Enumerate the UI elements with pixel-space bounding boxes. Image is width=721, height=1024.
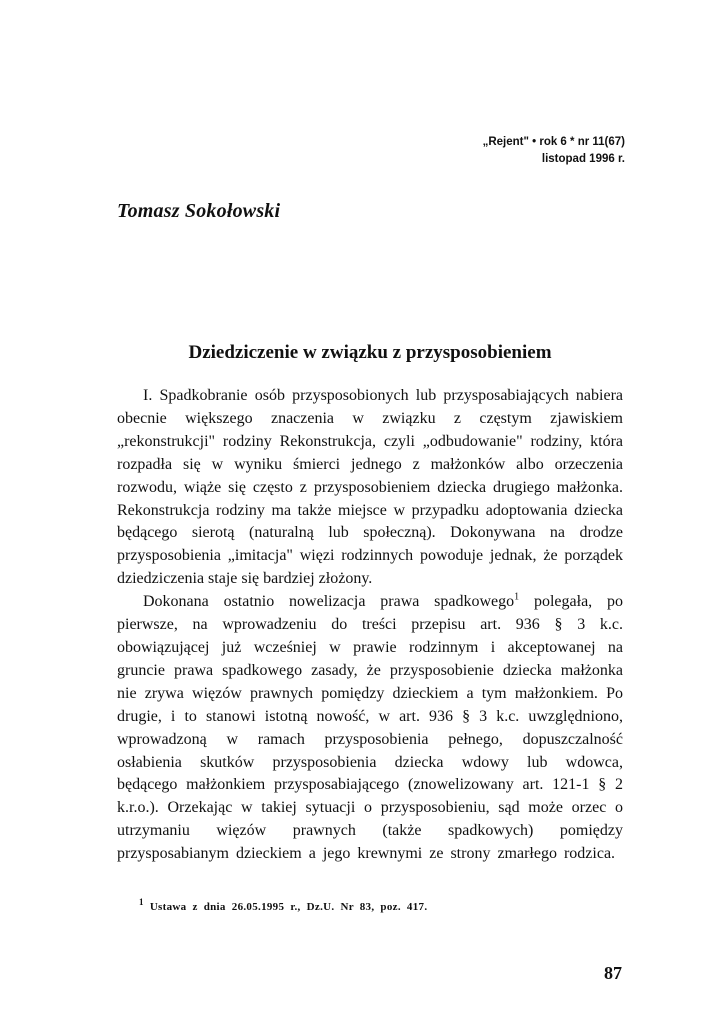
paragraph-2 bbox=[117, 591, 623, 866]
page-number: 87 bbox=[604, 963, 622, 983]
footnote-reference: 1 bbox=[514, 591, 520, 603]
journal-date-line: listopad 1996 r. bbox=[541, 153, 625, 165]
paragraph-2-rest: polegała, po pierwsze, na wprowadzeniu do treści przepisu art. 936 § 3 k.c. obowiązującej już wcześniej w prawie rodzinnym i akceptowanej na gruncie prawa spadkowego zasady, że przysposobienie dziecka małżonka nie zrywa więzów prawnych pomiędzy dzieckiem a tym małżonkiem. Po drugie, i to stanowi istotną nowość, w art. 936 § 3 k.c. uwzględniono, wprowadzoną w ramach przysposobienia pełnego, dopuszczalność osłabienia skutków przysposobienia dziecka wdowy lub wdowca, będącego małżonkiem przysposabiającego (znowelizowany art. 121-1 § 2 k.r.o.). Orzekając w takiej sytuacji o przysposobieniu, sąd może orzec o utrzymaniu więzów prawnych (także spadkowych) pomiędzy przysposabianym dzieckiem a jego krewnymi ze strony zmarłego rodzica. bbox=[117, 593, 624, 863]
paragraph-1: I. Spadkobranie osób przysposobionych lub przysposabiających nabiera obecnie większego znaczenia w związku z częstym zjawiskiem „rekonstrukcji" rodziny Rekonstrukcja, czyli „odbudowanie" rodziny, która rozpadła się w wyniku śmierci jednego z małżonków albo orzeczenia rozwodu, wiąże się często z przysposobieniem dziecka drugiego małżonka. Rekonstrukcja rodziny ma także miejsce w przypadku adoptowania dziecka będącego sierotą (naturalną lub społeczną). Dokonywana na drodze przysposobienia „imitacja" więzi rodzinnych powoduje jednak, że porządek dziedziczenia staje się bardziej złożony. bbox=[117, 387, 623, 588]
footnote bbox=[139, 897, 428, 913]
article-title: Dziedziczenie w związku z przysposobieniem bbox=[188, 342, 552, 363]
author-name: Tomasz Sokołowski bbox=[117, 200, 281, 222]
footnote-number: 1 bbox=[139, 897, 144, 908]
footnote-text: Ustawa z dnia 26.05.1995 r., Dz.U. Nr 83, poz. 417. bbox=[149, 901, 428, 913]
article-body bbox=[117, 385, 623, 866]
journal-header bbox=[483, 134, 625, 168]
paragraph-2-start: Dokonana ostatnio nowelizacja prawa spadkowego bbox=[143, 593, 515, 611]
journal-issue-line: „Rejent" • rok 6 * nr 11(67) bbox=[482, 136, 625, 148]
